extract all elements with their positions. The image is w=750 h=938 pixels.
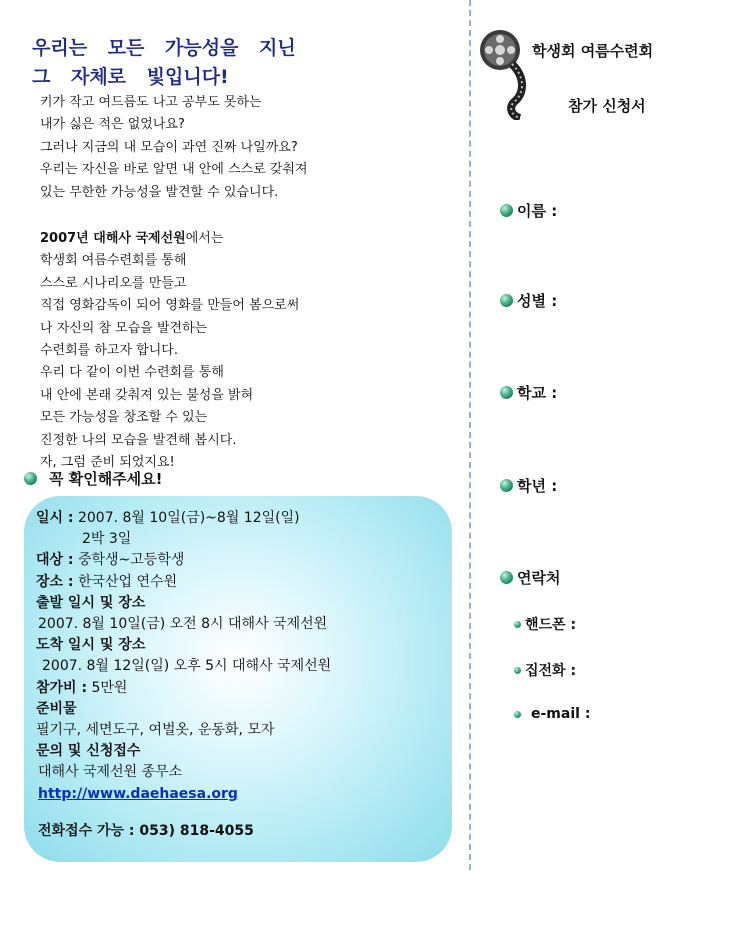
green-bullet-icon [500,479,513,492]
name-field[interactable] [500,200,557,221]
green-bullet-icon [500,386,513,399]
intro-line: 내 안에 본래 갖춰져 있는 불성을 밝혀 [40,387,254,403]
check-heading [24,468,163,489]
green-bullet-icon [514,621,521,628]
venue-value: 한국산업 연수원 [73,573,178,590]
intro-text [40,92,450,475]
intro-line: 나 자신의 참 모습을 발견하는 [40,320,208,336]
green-bullet-icon [500,571,513,584]
check-heading-text: 꼭 확인해주세요! [49,470,163,488]
items-value: 필기구, 세면도구, 여벌옷, 운동화, 모자 [36,722,275,739]
intro-line: 우리는 자신을 바로 알면 내 안에 스스로 갖춰져 [40,162,308,178]
form-title: 학생회 여름수련회 [532,42,654,60]
fee-label: 참가비 : [36,679,88,696]
mobile-label: 핸드폰 : [525,617,577,633]
intro-line: 우리 다 같이 이번 수련회를 통해 [40,365,224,381]
date-value: 2007. 8월 10일(금)~8월 12일(일) [73,510,300,526]
column-divider [469,0,471,870]
venue-row [36,572,442,593]
target-row [36,550,442,571]
website-row [36,784,442,805]
mobile-field[interactable] [514,614,576,634]
contact-section [500,567,560,588]
organizer-name: 2007년 대해사 국제선원 [40,231,186,247]
website-link[interactable]: http://www.daehaesa.org [38,785,238,802]
green-bullet-icon [500,294,513,307]
departure-value: 2007. 8월 10일(금) 오전 8시 대해사 국제선원 [38,616,328,633]
form-subtitle: 참가 신청서 [568,97,646,115]
arrival-value: 2007. 8월 12일(일) 오후 5시 대해사 국제선원 [42,658,332,675]
target-value: 중학생~고등학생 [73,552,185,569]
fee-value: 5만원 [87,679,128,696]
event-info-box [24,496,452,862]
school-field[interactable] [500,382,557,403]
headline [32,34,452,92]
target-label: 대상 : [36,552,74,569]
green-bullet-icon [514,711,521,718]
intro-line: 직접 영화감독이 되어 영화를 만들어 봄으로써 [40,298,300,314]
grade-field[interactable] [500,475,557,496]
gender-label: 성별 : [517,292,558,310]
intro-line: 학생회 여름수련회를 통해 [40,253,187,269]
name-label: 이름 : [517,202,558,220]
contact-section-label: 연락처 [517,569,561,587]
home-phone-label: 집전화 : [525,663,577,679]
intro-line: 내가 싫은 적은 없었나요? [40,117,185,133]
intro-line: 진정한 나의 모습을 발견해 봅시다. [40,432,237,448]
contact-value: 대해사 국제선원 종무소 [38,764,183,781]
grade-label: 학년 : [517,477,558,495]
contact-label: 문의 및 신청접수 [36,743,141,760]
green-bullet-icon [514,667,521,674]
arrival-label: 도착 일시 및 장소 [36,637,146,654]
intro-line: 자, 그럼 준비 되었지요! [40,455,175,471]
film-reel-icon [478,28,528,120]
intro-line: 그러나 지금의 내 모습이 과연 진짜 나일까요? [40,139,298,155]
departure-label: 출발 일시 및 장소 [36,594,146,611]
fee-row [36,678,442,699]
headline-line-1: 우리는 모든 가능성을 지닌 [32,37,296,59]
intro-line [40,228,450,250]
email-field[interactable] [514,706,590,722]
intro-line: 모든 가능성을 창조할 수 있는 [40,410,208,426]
date-label: 일시 : [36,510,74,526]
intro-line: 수련회를 하고자 합니다. [40,343,178,359]
green-bullet-icon [500,204,513,217]
green-bullet-icon [24,472,37,485]
items-label: 준비물 [36,700,77,717]
gender-field[interactable] [500,290,557,311]
venue-label: 장소 : [36,573,74,590]
school-label: 학교 : [517,384,558,402]
headline-line-2: 그 자체로 빛입니다! [32,66,229,88]
email-label: e-mail : [531,706,591,722]
intro-line: 있는 무한한 가능성을 발견할 수 있습니다. [40,184,279,200]
date-row [36,508,442,529]
intro-line-suffix: 에서는 [185,231,224,247]
phone-info: 전화접수 가능 : 053) 818-4055 [38,822,254,839]
duration: 2박 3일 [82,531,132,548]
intro-line: 키가 작고 여드름도 나고 공부도 못하는 [40,95,262,110]
home-phone-field[interactable] [514,660,576,680]
intro-line: 스스로 시나리오를 만들고 [40,275,187,291]
